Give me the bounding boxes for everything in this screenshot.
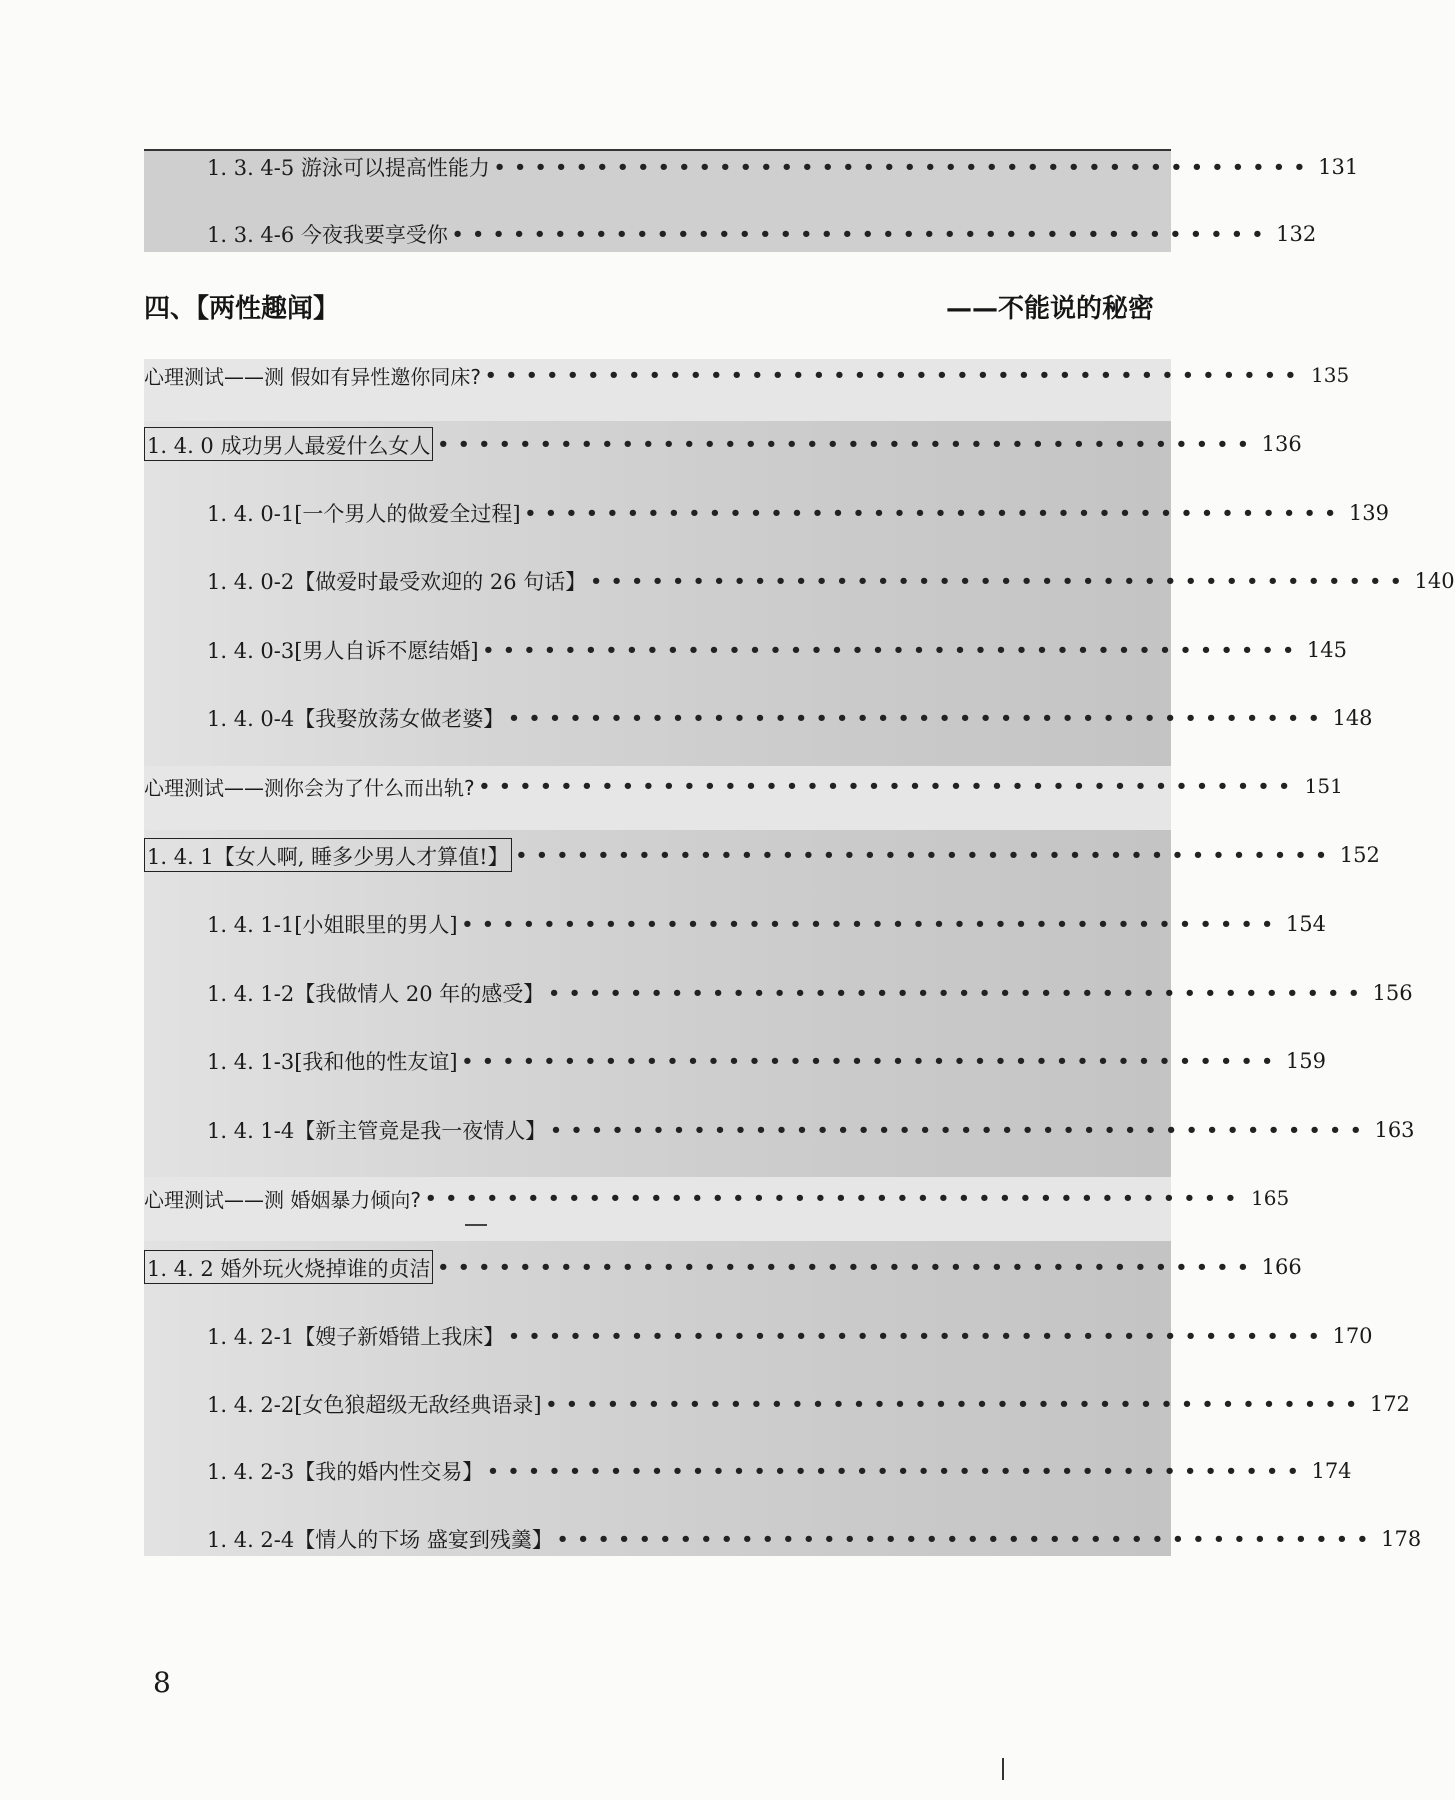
toc-entry-title: 1. 4. 2-4【情人的下场 盛宴到残羹】 (207, 1528, 553, 1552)
toc-entry[interactable] (207, 1110, 1415, 1150)
toc-entry-title: 1. 4. 0-2【做爱时最受欢迎的 26 句话】 (207, 570, 587, 594)
dot-leader: •••••••••••••••••••••••••••••••••••••••• (478, 775, 1299, 797)
toc-entry[interactable] (207, 214, 1317, 254)
toc-entry-title: 1. 4. 1-1[小姐眼里的男人] (207, 913, 458, 937)
toc-entry-title: 1. 3. 4-6 今夜我要享受你 (207, 223, 448, 247)
toc-entry-title: 心理测试——测 婚姻暴力倾向? (144, 1187, 421, 1212)
toc-entry-title: 1. 4. 2-1【嫂子新婚错上我床】 (207, 1325, 505, 1349)
toc-entry-title: 1. 4. 2-3【我的婚内性交易】 (207, 1460, 484, 1484)
dot-leader: •••••••••••••••••••••••••••••••••••••••• (461, 1050, 1282, 1072)
toc-entry[interactable] (207, 1519, 1422, 1559)
toc-entry-test[interactable] (144, 355, 1350, 395)
scan-mark (465, 1224, 487, 1226)
dot-leader: •••••••••••••••••••••••••••••••••••••••• (451, 223, 1273, 245)
toc-entry-page: 148 (1332, 706, 1373, 730)
dot-leader: •••••••••••••••••••••••••••••••••••••••• (508, 707, 1329, 729)
toc-entry-page: 145 (1306, 638, 1347, 662)
dot-leader: •••••••••••••••••••••••••••••••••••••••• (515, 844, 1336, 866)
toc-entry-page: 172 (1369, 1392, 1410, 1416)
dot-leader: •••••••••••••••••••••••••••••••••••••••• (461, 913, 1282, 935)
toc-entry-title: 1. 4. 2 婚外玩火烧掉谁的贞洁 (144, 1250, 433, 1284)
toc-entry-page: 140 (1414, 569, 1455, 593)
toc-entry[interactable] (207, 147, 1359, 187)
toc-entry-page: 166 (1261, 1255, 1302, 1279)
toc-entry-page: 151 (1304, 774, 1343, 798)
toc-entry-chapter[interactable] (144, 1247, 1302, 1287)
toc-entry-title: 1. 4. 0 成功男人最爱什么女人 (144, 427, 433, 461)
section-subtitle: ——不能说的秘密 (945, 294, 1154, 324)
dot-leader: •••••••••••••••••••••••••••••••••••••••• (556, 1528, 1378, 1550)
toc-entry-title: 1. 4. 1【女人啊, 睡多少男人才算值!】 (144, 838, 512, 872)
toc-entry-page: 139 (1348, 501, 1389, 525)
dot-leader: •••••••••••••••••••••••••••••••••••••••• (545, 1393, 1366, 1415)
toc-entry-title: 心理测试——测 假如有异性邀你同床? (144, 364, 481, 389)
dot-leader: •••••••••••••••••••••••••••••••••••••••• (590, 570, 1411, 592)
toc-entry-test[interactable] (144, 766, 1343, 806)
toc-entry[interactable] (207, 1041, 1326, 1081)
toc-entry-chapter[interactable] (144, 835, 1380, 875)
scan-mark (1002, 1758, 1004, 1780)
toc-entry-page: 132 (1276, 222, 1317, 246)
toc-entry-page: 159 (1285, 1049, 1326, 1073)
dot-leader: •••••••••••••••••••••••••••••••••••••••• (550, 1119, 1371, 1141)
dot-leader: •••••••••••••••••••••••••••••••••••••••• (493, 156, 1315, 178)
toc-entry-page: 170 (1332, 1324, 1373, 1348)
dot-leader: •••••••••••••••••••••••••••••••••••••••• (484, 364, 1306, 386)
toc-entry-page: 178 (1381, 1527, 1422, 1551)
dot-leader: •••••••••••••••••••••••••••••••••••••••• (437, 433, 1258, 455)
page-number: 8 (153, 1666, 171, 1699)
toc-entry-chapter[interactable] (144, 424, 1302, 464)
toc-entry[interactable] (207, 630, 1347, 670)
toc-entry-title: 1. 4. 2-2[女色狼超级无敌经典语录] (207, 1393, 542, 1417)
toc-entry-page: 131 (1318, 155, 1359, 179)
dot-leader: •••••••••••••••••••••••••••••••••••••••• (508, 1325, 1329, 1347)
toc-entry-page: 174 (1311, 1459, 1352, 1483)
toc-entry[interactable] (207, 904, 1326, 944)
dot-leader: •••••••••••••••••••••••••••••••••••••••• (548, 982, 1369, 1004)
toc-entry-title: 1. 4. 1-2【我做情人 20 年的感受】 (207, 982, 545, 1006)
dot-leader: •••••••••••••••••••••••••••••••••••••••• (487, 1460, 1308, 1482)
section-title: 四、【两性趣闻】 (144, 294, 340, 324)
toc-entry-page: 136 (1261, 432, 1302, 456)
toc-entry[interactable] (207, 493, 1389, 533)
toc-entry-title: 1. 4. 0-3[男人自诉不愿结婚] (207, 639, 479, 663)
toc-entry-page: 165 (1251, 1186, 1290, 1210)
toc-entry[interactable] (207, 1316, 1373, 1356)
section-heading (144, 284, 1154, 324)
dot-leader: •••••••••••••••••••••••••••••••••••••••• (437, 1256, 1258, 1278)
toc-entry[interactable] (207, 1451, 1352, 1491)
entries-block (144, 359, 1171, 1556)
toc-entry[interactable] (207, 1384, 1410, 1424)
toc-entry-page: 152 (1339, 843, 1380, 867)
toc-entry-page: 135 (1311, 363, 1350, 387)
toc-entry-title: 1. 4. 1-3[我和他的性友谊] (207, 1050, 458, 1074)
toc-entry-title: 心理测试——测你会为了什么而出轨? (144, 775, 475, 800)
toc-entry[interactable] (207, 561, 1455, 601)
dot-leader: •••••••••••••••••••••••••••••••••••••••• (524, 502, 1345, 524)
toc-entry[interactable] (207, 973, 1413, 1013)
toc-entry-page: 163 (1374, 1118, 1415, 1142)
toc-entry-title: 1. 4. 0-4【我娶放荡女做老婆】 (207, 707, 505, 731)
toc-entry[interactable] (207, 698, 1373, 738)
toc-entry-title: 1. 3. 4-5 游泳可以提高性能力 (207, 156, 490, 180)
dot-leader: •••••••••••••••••••••••••••••••••••••••• (482, 639, 1303, 661)
dot-leader: •••••••••••••••••••••••••••••••••••••••• (424, 1187, 1246, 1209)
toc-entry-test[interactable] (144, 1178, 1290, 1218)
toc-entry-page: 156 (1372, 981, 1413, 1005)
toc-entry-title: 1. 4. 0-1[一个男人的做爱全过程] (207, 502, 521, 526)
toc-entry-page: 154 (1285, 912, 1326, 936)
toc-entry-title: 1. 4. 1-4【新主管竟是我一夜情人】 (207, 1119, 547, 1143)
